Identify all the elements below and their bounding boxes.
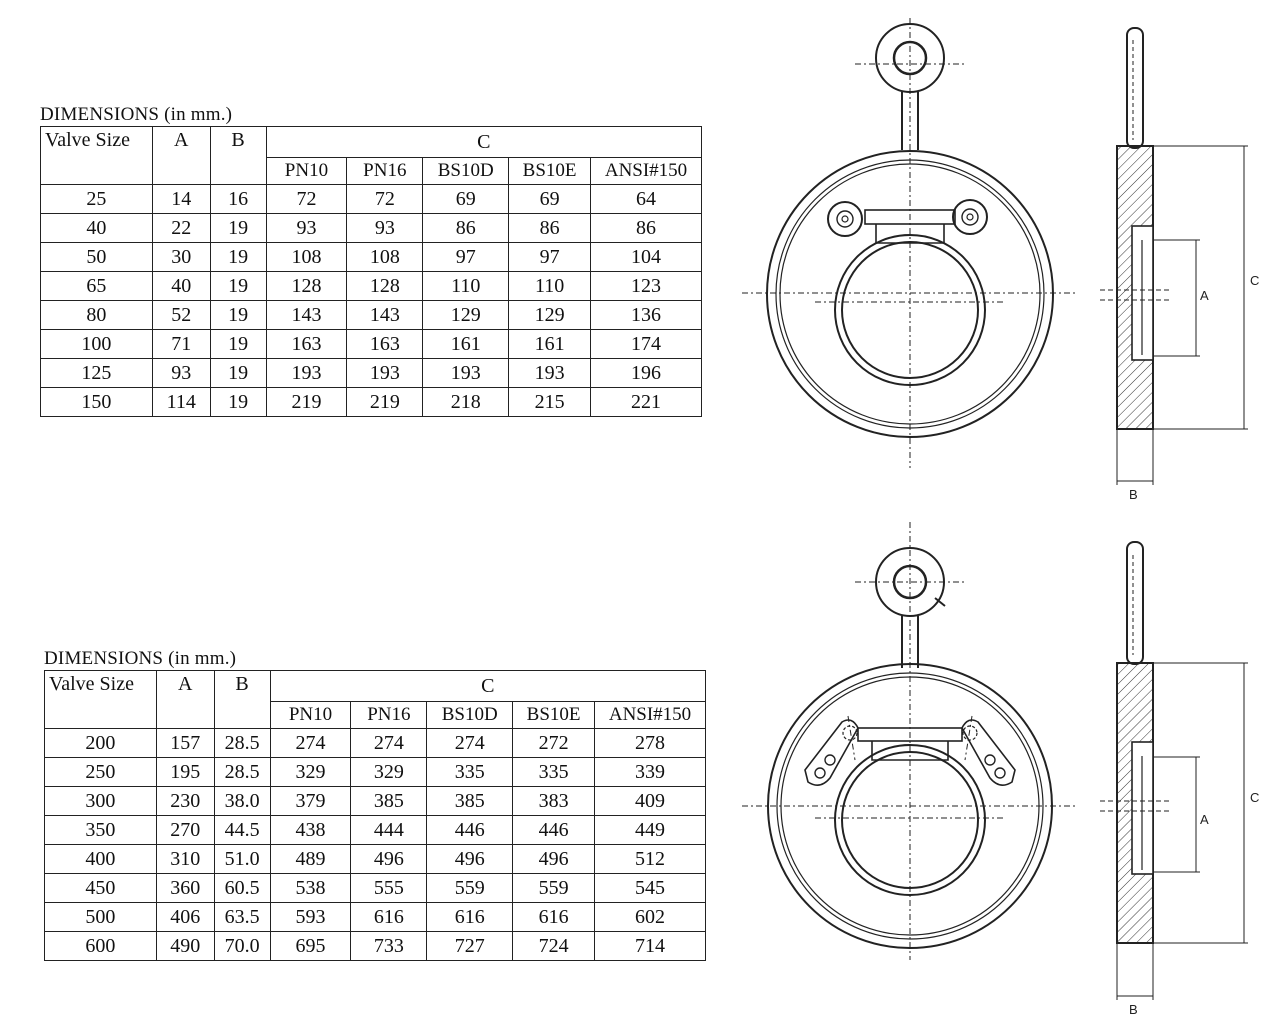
header-bs10d: BS10D — [427, 702, 513, 729]
table-cell: 350 — [45, 816, 157, 845]
table-cell: 733 — [351, 932, 427, 961]
table-cell: 65 — [41, 272, 153, 301]
table-cell: 339 — [595, 758, 706, 787]
table-cell: 300 — [45, 787, 157, 816]
table-cell: 193 — [509, 359, 591, 388]
header-ansi150: ANSI#150 — [595, 702, 706, 729]
table-cell: 22 — [152, 214, 210, 243]
table-cell: 100 — [41, 330, 153, 359]
table-cell: 602 — [595, 903, 706, 932]
table-cell: 559 — [513, 874, 595, 903]
table-cell: 163 — [347, 330, 423, 359]
table-cell: 444 — [351, 816, 427, 845]
table-cell: 379 — [270, 787, 351, 816]
table-cell: 25 — [41, 185, 153, 214]
table-cell: 272 — [513, 729, 595, 758]
dimension-label-a: A — [1200, 288, 1209, 303]
header-valve-size: Valve Size — [45, 671, 157, 729]
header-a: A — [156, 671, 214, 729]
table-cell: 274 — [427, 729, 513, 758]
table-cell: 19 — [210, 214, 266, 243]
table-cell: 63.5 — [214, 903, 270, 932]
table-cell: 30 — [152, 243, 210, 272]
table-cell: 60.5 — [214, 874, 270, 903]
dimension-label-a: A — [1200, 812, 1209, 827]
header-bs10e: BS10E — [513, 702, 595, 729]
table-cell: 600 — [45, 932, 157, 961]
header-pn16: PN16 — [351, 702, 427, 729]
front-view-small — [742, 18, 1075, 468]
side-view-small — [1100, 28, 1259, 502]
table-cell: 409 — [595, 787, 706, 816]
header-pn16: PN16 — [347, 158, 423, 185]
table-cell: 278 — [595, 729, 706, 758]
table-cell: 72 — [347, 185, 423, 214]
header-valve-size: Valve Size — [41, 127, 153, 185]
table-cell: 80 — [41, 301, 153, 330]
table-cell: 335 — [513, 758, 595, 787]
table-cell: 360 — [156, 874, 214, 903]
table-cell: 195 — [156, 758, 214, 787]
table-cell: 72 — [266, 185, 347, 214]
table-cell: 86 — [423, 214, 509, 243]
table-cell: 219 — [266, 388, 347, 417]
header-bs10d: BS10D — [423, 158, 509, 185]
dimension-label-b: B — [1129, 1002, 1138, 1017]
table-cell: 446 — [513, 816, 595, 845]
table-cell: 406 — [156, 903, 214, 932]
table-cell: 446 — [427, 816, 513, 845]
header-ansi150: ANSI#150 — [591, 158, 702, 185]
table-cell: 512 — [595, 845, 706, 874]
table-cell: 555 — [351, 874, 427, 903]
table-cell: 200 — [45, 729, 157, 758]
table-cell: 727 — [427, 932, 513, 961]
table-cell: 385 — [427, 787, 513, 816]
header-bs10e: BS10E — [509, 158, 591, 185]
dimension-label-c: C — [1250, 273, 1260, 288]
table-cell: 114 — [152, 388, 210, 417]
table-cell: 438 — [270, 816, 351, 845]
table-cell: 19 — [210, 301, 266, 330]
table-cell: 193 — [266, 359, 347, 388]
table-cell: 714 — [595, 932, 706, 961]
dimension-label-c: C — [1250, 790, 1260, 805]
table-cell: 230 — [156, 787, 214, 816]
table-cell: 593 — [270, 903, 351, 932]
table-cell: 163 — [266, 330, 347, 359]
table-cell: 143 — [266, 301, 347, 330]
table-cell: 86 — [591, 214, 702, 243]
table-cell: 52 — [152, 301, 210, 330]
table-cell: 193 — [347, 359, 423, 388]
table-cell: 496 — [351, 845, 427, 874]
table-cell: 110 — [509, 272, 591, 301]
table-cell: 129 — [509, 301, 591, 330]
table-cell: 69 — [509, 185, 591, 214]
table-cell: 19 — [210, 330, 266, 359]
table-cell: 70.0 — [214, 932, 270, 961]
table-cell: 19 — [210, 388, 266, 417]
table-cell: 64 — [591, 185, 702, 214]
table-cell: 129 — [423, 301, 509, 330]
table-cell: 274 — [351, 729, 427, 758]
header-b: B — [214, 671, 270, 729]
table-cell: 310 — [156, 845, 214, 874]
table-cell: 274 — [270, 729, 351, 758]
table-cell: 219 — [347, 388, 423, 417]
table-cell: 221 — [591, 388, 702, 417]
table-cell: 28.5 — [214, 729, 270, 758]
header-b: B — [210, 127, 266, 185]
table-cell: 97 — [509, 243, 591, 272]
table-cell: 14 — [152, 185, 210, 214]
table-cell: 40 — [152, 272, 210, 301]
table-title: DIMENSIONS (in mm.) — [44, 648, 237, 669]
table-cell: 123 — [591, 272, 702, 301]
table-cell: 500 — [45, 903, 157, 932]
table-cell: 161 — [423, 330, 509, 359]
table-cell: 108 — [266, 243, 347, 272]
table-cell: 383 — [513, 787, 595, 816]
header-c: C — [270, 671, 705, 702]
table-cell: 40 — [41, 214, 153, 243]
table-cell: 695 — [270, 932, 351, 961]
table-cell: 50 — [41, 243, 153, 272]
table-cell: 496 — [513, 845, 595, 874]
table-cell: 616 — [351, 903, 427, 932]
table-cell: 150 — [41, 388, 153, 417]
table-cell: 450 — [45, 874, 157, 903]
table-cell: 196 — [591, 359, 702, 388]
table-cell: 104 — [591, 243, 702, 272]
table-cell: 93 — [266, 214, 347, 243]
table-cell: 38.0 — [214, 787, 270, 816]
header-a: A — [152, 127, 210, 185]
table-cell: 19 — [210, 359, 266, 388]
table-title: DIMENSIONS (in mm.) — [40, 104, 233, 125]
table-cell: 110 — [423, 272, 509, 301]
table-cell: 215 — [509, 388, 591, 417]
table-cell: 128 — [347, 272, 423, 301]
header-pn10: PN10 — [270, 702, 351, 729]
table-cell: 538 — [270, 874, 351, 903]
table-cell: 86 — [509, 214, 591, 243]
table-cell: 496 — [427, 845, 513, 874]
table-cell: 449 — [595, 816, 706, 845]
side-view-large — [1100, 542, 1259, 1017]
table-cell: 724 — [513, 932, 595, 961]
table-cell: 97 — [423, 243, 509, 272]
table-cell: 93 — [347, 214, 423, 243]
table-cell: 51.0 — [214, 845, 270, 874]
table-cell: 218 — [423, 388, 509, 417]
table-cell: 193 — [423, 359, 509, 388]
table-cell: 490 — [156, 932, 214, 961]
header-pn10: PN10 — [266, 158, 347, 185]
table-cell: 108 — [347, 243, 423, 272]
table-cell: 385 — [351, 787, 427, 816]
table-cell: 335 — [427, 758, 513, 787]
dimension-label-b: B — [1129, 487, 1138, 502]
table-cell: 16 — [210, 185, 266, 214]
table-cell: 28.5 — [214, 758, 270, 787]
table-cell: 125 — [41, 359, 153, 388]
table-cell: 559 — [427, 874, 513, 903]
table-cell: 93 — [152, 359, 210, 388]
table-cell: 616 — [427, 903, 513, 932]
table-cell: 400 — [45, 845, 157, 874]
table-cell: 71 — [152, 330, 210, 359]
table-cell: 616 — [513, 903, 595, 932]
table-cell: 157 — [156, 729, 214, 758]
table-cell: 489 — [270, 845, 351, 874]
table-cell: 69 — [423, 185, 509, 214]
table-cell: 270 — [156, 816, 214, 845]
table-cell: 161 — [509, 330, 591, 359]
table-cell: 329 — [351, 758, 427, 787]
table-cell: 19 — [210, 243, 266, 272]
table-cell: 250 — [45, 758, 157, 787]
table-cell: 329 — [270, 758, 351, 787]
table-cell: 136 — [591, 301, 702, 330]
table-cell: 143 — [347, 301, 423, 330]
header-c: C — [266, 127, 701, 158]
front-view-large — [742, 522, 1075, 960]
table-cell: 19 — [210, 272, 266, 301]
table-cell: 128 — [266, 272, 347, 301]
table-cell: 545 — [595, 874, 706, 903]
table-cell: 44.5 — [214, 816, 270, 845]
table-cell: 174 — [591, 330, 702, 359]
